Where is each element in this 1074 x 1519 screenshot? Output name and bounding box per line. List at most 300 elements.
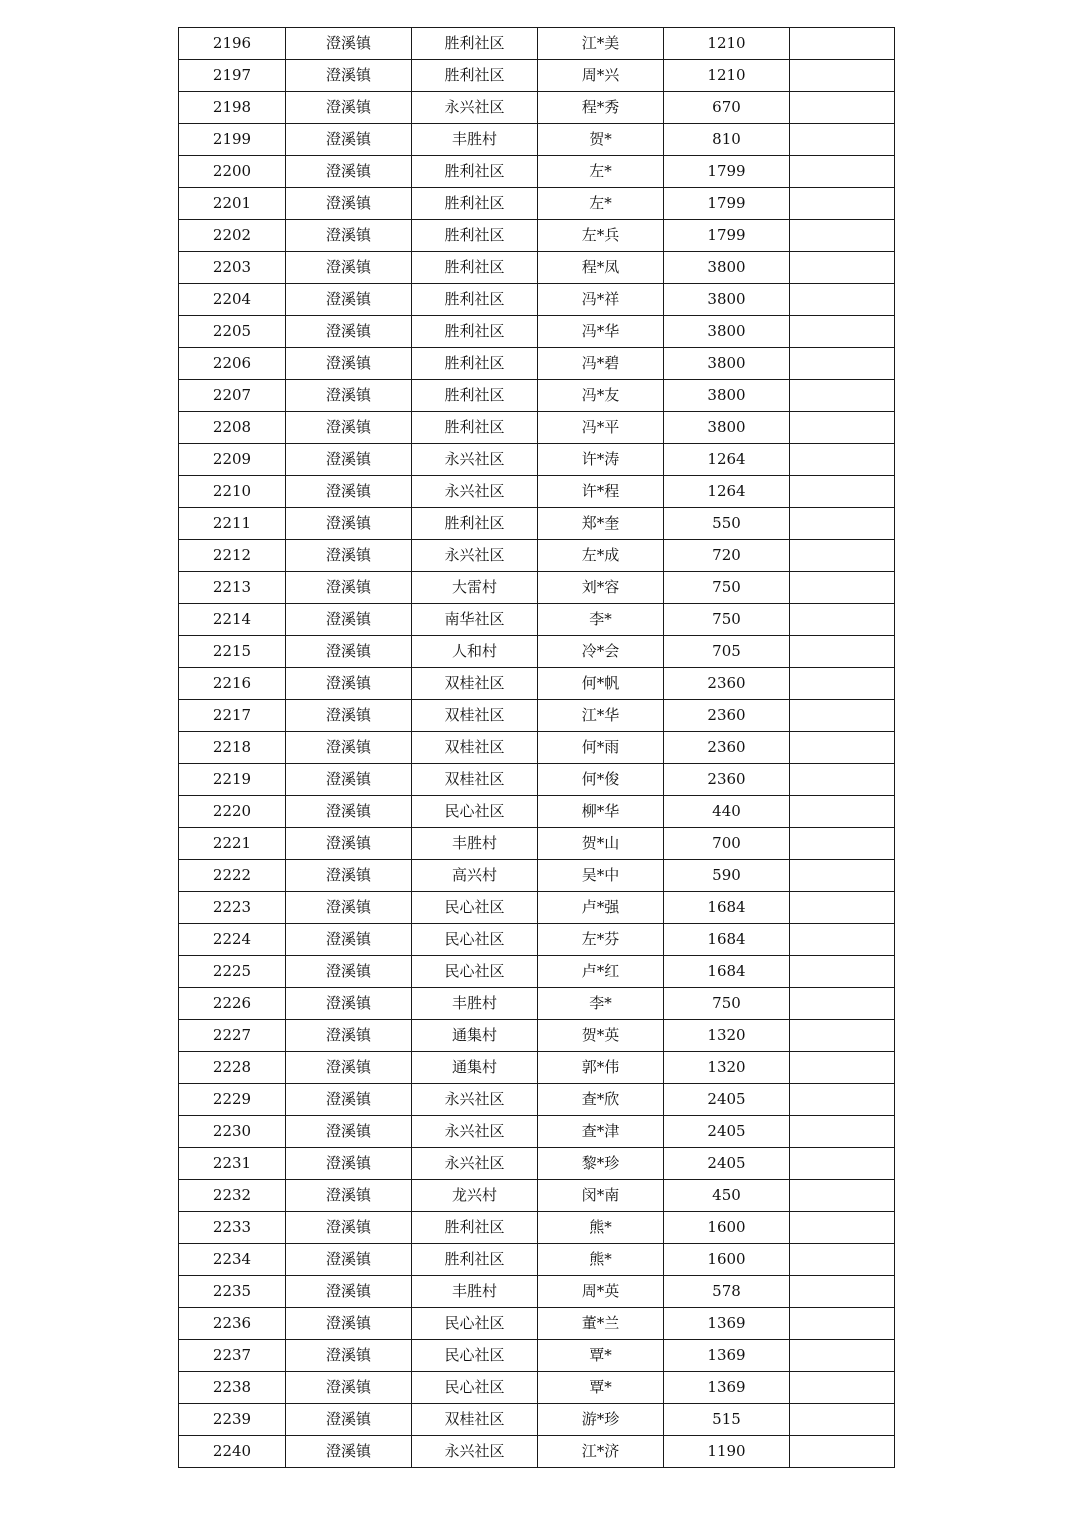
table-row [179, 28, 895, 60]
cell-village: 永兴社区 [412, 1084, 538, 1116]
cell-person-name: 卢*强 [538, 892, 664, 924]
table-row [179, 1084, 895, 1116]
cell-village: 丰胜村 [412, 828, 538, 860]
cell-serial-number: 2216 [179, 668, 286, 700]
cell-serial-number: 2227 [179, 1020, 286, 1052]
table-row [179, 252, 895, 284]
cell-serial-number: 2201 [179, 188, 286, 220]
cell-town: 澄溪镇 [286, 1148, 412, 1180]
cell-village: 胜利社区 [412, 1244, 538, 1276]
cell-note [790, 540, 895, 572]
cell-amount: 750 [664, 572, 790, 604]
cell-amount: 1264 [664, 476, 790, 508]
cell-town: 澄溪镇 [286, 124, 412, 156]
cell-person-name: 熊* [538, 1244, 664, 1276]
cell-amount: 1600 [664, 1212, 790, 1244]
cell-note [790, 1180, 895, 1212]
table-row [179, 1020, 895, 1052]
cell-amount: 1369 [664, 1308, 790, 1340]
cell-serial-number: 2208 [179, 412, 286, 444]
cell-town: 澄溪镇 [286, 508, 412, 540]
cell-note [790, 1308, 895, 1340]
table-body [179, 28, 895, 1468]
cell-person-name: 熊* [538, 1212, 664, 1244]
cell-amount: 810 [664, 124, 790, 156]
cell-town: 澄溪镇 [286, 604, 412, 636]
cell-note [790, 1276, 895, 1308]
cell-note [790, 924, 895, 956]
cell-note [790, 796, 895, 828]
cell-amount: 590 [664, 860, 790, 892]
cell-amount: 1684 [664, 892, 790, 924]
cell-amount: 2360 [664, 732, 790, 764]
cell-person-name: 游*珍 [538, 1404, 664, 1436]
cell-amount: 1684 [664, 924, 790, 956]
cell-person-name: 冯*祥 [538, 284, 664, 316]
cell-village: 双桂社区 [412, 1404, 538, 1436]
table-row [179, 188, 895, 220]
cell-person-name: 闵*南 [538, 1180, 664, 1212]
table-row [179, 892, 895, 924]
cell-town: 澄溪镇 [286, 1052, 412, 1084]
cell-village: 胜利社区 [412, 60, 538, 92]
cell-village: 大雷村 [412, 572, 538, 604]
table-row [179, 828, 895, 860]
cell-note [790, 1340, 895, 1372]
cell-town: 澄溪镇 [286, 764, 412, 796]
cell-town: 澄溪镇 [286, 188, 412, 220]
cell-note [790, 764, 895, 796]
cell-serial-number: 2234 [179, 1244, 286, 1276]
cell-note [790, 1116, 895, 1148]
cell-town: 澄溪镇 [286, 860, 412, 892]
cell-amount: 1369 [664, 1340, 790, 1372]
cell-amount: 2405 [664, 1084, 790, 1116]
cell-note [790, 348, 895, 380]
cell-person-name: 左*成 [538, 540, 664, 572]
cell-note [790, 1020, 895, 1052]
cell-amount: 1320 [664, 1020, 790, 1052]
cell-serial-number: 2202 [179, 220, 286, 252]
cell-serial-number: 2206 [179, 348, 286, 380]
cell-amount: 515 [664, 1404, 790, 1436]
cell-person-name: 左* [538, 156, 664, 188]
cell-note [790, 668, 895, 700]
cell-town: 澄溪镇 [286, 572, 412, 604]
cell-person-name: 董*兰 [538, 1308, 664, 1340]
cell-person-name: 覃* [538, 1340, 664, 1372]
cell-serial-number: 2219 [179, 764, 286, 796]
cell-amount: 1210 [664, 28, 790, 60]
cell-serial-number: 2220 [179, 796, 286, 828]
cell-serial-number: 2230 [179, 1116, 286, 1148]
cell-note [790, 1212, 895, 1244]
cell-person-name: 周*英 [538, 1276, 664, 1308]
cell-person-name: 柳*华 [538, 796, 664, 828]
cell-serial-number: 2200 [179, 156, 286, 188]
table-row [179, 732, 895, 764]
cell-village: 民心社区 [412, 924, 538, 956]
cell-village: 永兴社区 [412, 476, 538, 508]
cell-serial-number: 2236 [179, 1308, 286, 1340]
table-row [179, 60, 895, 92]
cell-village: 胜利社区 [412, 252, 538, 284]
cell-town: 澄溪镇 [286, 956, 412, 988]
table-row [179, 444, 895, 476]
cell-amount: 2405 [664, 1116, 790, 1148]
cell-note [790, 1436, 895, 1468]
cell-person-name: 贺* [538, 124, 664, 156]
table-row [179, 156, 895, 188]
cell-serial-number: 2240 [179, 1436, 286, 1468]
table-row [179, 988, 895, 1020]
cell-note [790, 700, 895, 732]
cell-town: 澄溪镇 [286, 444, 412, 476]
cell-note [790, 572, 895, 604]
cell-village: 人和村 [412, 636, 538, 668]
table-row [179, 1116, 895, 1148]
cell-village: 丰胜村 [412, 1276, 538, 1308]
cell-note [790, 284, 895, 316]
cell-town: 澄溪镇 [286, 1020, 412, 1052]
cell-note [790, 828, 895, 860]
cell-amount: 1210 [664, 60, 790, 92]
cell-town: 澄溪镇 [286, 636, 412, 668]
cell-serial-number: 2212 [179, 540, 286, 572]
cell-serial-number: 2238 [179, 1372, 286, 1404]
cell-village: 双桂社区 [412, 668, 538, 700]
cell-note [790, 732, 895, 764]
cell-village: 民心社区 [412, 956, 538, 988]
cell-person-name: 许*涛 [538, 444, 664, 476]
cell-village: 胜利社区 [412, 380, 538, 412]
cell-town: 澄溪镇 [286, 92, 412, 124]
cell-note [790, 316, 895, 348]
cell-note [790, 1084, 895, 1116]
cell-town: 澄溪镇 [286, 1084, 412, 1116]
cell-village: 永兴社区 [412, 444, 538, 476]
cell-person-name: 贺*英 [538, 1020, 664, 1052]
cell-person-name: 冯*平 [538, 412, 664, 444]
cell-village: 胜利社区 [412, 156, 538, 188]
cell-town: 澄溪镇 [286, 348, 412, 380]
table-row [179, 540, 895, 572]
cell-serial-number: 2199 [179, 124, 286, 156]
cell-serial-number: 2210 [179, 476, 286, 508]
cell-town: 澄溪镇 [286, 1436, 412, 1468]
table-row [179, 1404, 895, 1436]
cell-amount: 720 [664, 540, 790, 572]
table-row [179, 380, 895, 412]
cell-village: 胜利社区 [412, 220, 538, 252]
cell-town: 澄溪镇 [286, 1372, 412, 1404]
cell-note [790, 92, 895, 124]
cell-person-name: 贺*山 [538, 828, 664, 860]
cell-person-name: 左* [538, 188, 664, 220]
table-row [179, 636, 895, 668]
cell-village: 双桂社区 [412, 732, 538, 764]
cell-serial-number: 2203 [179, 252, 286, 284]
cell-amount: 2405 [664, 1148, 790, 1180]
cell-village: 民心社区 [412, 796, 538, 828]
table-row [179, 1212, 895, 1244]
subsidy-table [178, 27, 895, 1468]
table-row [179, 1308, 895, 1340]
cell-town: 澄溪镇 [286, 700, 412, 732]
cell-town: 澄溪镇 [286, 892, 412, 924]
cell-town: 澄溪镇 [286, 1276, 412, 1308]
cell-village: 永兴社区 [412, 92, 538, 124]
cell-village: 通集村 [412, 1052, 538, 1084]
cell-serial-number: 2231 [179, 1148, 286, 1180]
cell-town: 澄溪镇 [286, 1340, 412, 1372]
table-row [179, 924, 895, 956]
cell-note [790, 636, 895, 668]
cell-serial-number: 2196 [179, 28, 286, 60]
cell-serial-number: 2239 [179, 1404, 286, 1436]
cell-amount: 1600 [664, 1244, 790, 1276]
cell-village: 双桂社区 [412, 764, 538, 796]
table-row [179, 1052, 895, 1084]
cell-village: 龙兴村 [412, 1180, 538, 1212]
table-row [179, 1436, 895, 1468]
cell-note [790, 60, 895, 92]
cell-person-name: 程*凤 [538, 252, 664, 284]
cell-amount: 578 [664, 1276, 790, 1308]
cell-village: 双桂社区 [412, 700, 538, 732]
cell-serial-number: 2207 [179, 380, 286, 412]
cell-note [790, 156, 895, 188]
cell-amount: 750 [664, 988, 790, 1020]
cell-town: 澄溪镇 [286, 796, 412, 828]
cell-town: 澄溪镇 [286, 60, 412, 92]
cell-amount: 1264 [664, 444, 790, 476]
cell-note [790, 220, 895, 252]
cell-person-name: 左*兵 [538, 220, 664, 252]
cell-amount: 440 [664, 796, 790, 828]
cell-amount: 1684 [664, 956, 790, 988]
cell-village: 丰胜村 [412, 988, 538, 1020]
cell-note [790, 604, 895, 636]
cell-amount: 2360 [664, 700, 790, 732]
cell-amount: 2360 [664, 668, 790, 700]
cell-town: 澄溪镇 [286, 380, 412, 412]
cell-village: 通集村 [412, 1020, 538, 1052]
cell-note [790, 956, 895, 988]
cell-town: 澄溪镇 [286, 732, 412, 764]
table-row [179, 124, 895, 156]
table-row [179, 316, 895, 348]
cell-note [790, 380, 895, 412]
cell-serial-number: 2198 [179, 92, 286, 124]
cell-village: 永兴社区 [412, 1436, 538, 1468]
cell-note [790, 860, 895, 892]
cell-serial-number: 2213 [179, 572, 286, 604]
cell-note [790, 188, 895, 220]
table-row [179, 700, 895, 732]
cell-note [790, 252, 895, 284]
cell-person-name: 何*雨 [538, 732, 664, 764]
cell-serial-number: 2215 [179, 636, 286, 668]
cell-amount: 450 [664, 1180, 790, 1212]
cell-amount: 1320 [664, 1052, 790, 1084]
cell-serial-number: 2197 [179, 60, 286, 92]
cell-village: 永兴社区 [412, 1148, 538, 1180]
cell-serial-number: 2228 [179, 1052, 286, 1084]
cell-town: 澄溪镇 [286, 156, 412, 188]
cell-village: 南华社区 [412, 604, 538, 636]
table-row [179, 796, 895, 828]
table-row [179, 284, 895, 316]
cell-serial-number: 2205 [179, 316, 286, 348]
cell-serial-number: 2226 [179, 988, 286, 1020]
cell-serial-number: 2217 [179, 700, 286, 732]
cell-person-name: 江*美 [538, 28, 664, 60]
cell-person-name: 李* [538, 988, 664, 1020]
cell-person-name: 卢*红 [538, 956, 664, 988]
cell-amount: 3800 [664, 284, 790, 316]
table-row [179, 572, 895, 604]
cell-village: 民心社区 [412, 1308, 538, 1340]
cell-town: 澄溪镇 [286, 476, 412, 508]
cell-serial-number: 2225 [179, 956, 286, 988]
cell-amount: 2360 [664, 764, 790, 796]
cell-person-name: 吴*中 [538, 860, 664, 892]
table-row [179, 220, 895, 252]
cell-village: 永兴社区 [412, 1116, 538, 1148]
cell-amount: 1190 [664, 1436, 790, 1468]
table-row [179, 348, 895, 380]
table-row [179, 1372, 895, 1404]
cell-amount: 750 [664, 604, 790, 636]
cell-village: 胜利社区 [412, 348, 538, 380]
cell-person-name: 程*秀 [538, 92, 664, 124]
cell-serial-number: 2235 [179, 1276, 286, 1308]
cell-town: 澄溪镇 [286, 220, 412, 252]
cell-amount: 1799 [664, 188, 790, 220]
cell-serial-number: 2232 [179, 1180, 286, 1212]
cell-serial-number: 2221 [179, 828, 286, 860]
cell-serial-number: 2222 [179, 860, 286, 892]
cell-amount: 3800 [664, 252, 790, 284]
cell-serial-number: 2223 [179, 892, 286, 924]
cell-town: 澄溪镇 [286, 28, 412, 60]
cell-person-name: 李* [538, 604, 664, 636]
cell-village: 胜利社区 [412, 316, 538, 348]
cell-village: 丰胜村 [412, 124, 538, 156]
cell-town: 澄溪镇 [286, 668, 412, 700]
table-row [179, 1340, 895, 1372]
cell-town: 澄溪镇 [286, 252, 412, 284]
table-row [179, 476, 895, 508]
cell-village: 民心社区 [412, 1372, 538, 1404]
cell-amount: 3800 [664, 380, 790, 412]
cell-village: 高兴村 [412, 860, 538, 892]
cell-person-name: 左*芬 [538, 924, 664, 956]
cell-note [790, 412, 895, 444]
cell-amount: 700 [664, 828, 790, 860]
cell-town: 澄溪镇 [286, 540, 412, 572]
cell-note [790, 1404, 895, 1436]
cell-serial-number: 2237 [179, 1340, 286, 1372]
table-row [179, 956, 895, 988]
cell-note [790, 892, 895, 924]
cell-amount: 1369 [664, 1372, 790, 1404]
cell-person-name: 何*俊 [538, 764, 664, 796]
cell-village: 胜利社区 [412, 508, 538, 540]
cell-amount: 3800 [664, 412, 790, 444]
cell-serial-number: 2233 [179, 1212, 286, 1244]
cell-town: 澄溪镇 [286, 316, 412, 348]
cell-amount: 670 [664, 92, 790, 124]
cell-amount: 705 [664, 636, 790, 668]
cell-person-name: 覃* [538, 1372, 664, 1404]
cell-village: 胜利社区 [412, 188, 538, 220]
cell-note [790, 28, 895, 60]
cell-person-name: 许*程 [538, 476, 664, 508]
cell-town: 澄溪镇 [286, 284, 412, 316]
cell-amount: 3800 [664, 348, 790, 380]
cell-amount: 550 [664, 508, 790, 540]
table-row [179, 92, 895, 124]
cell-town: 澄溪镇 [286, 1404, 412, 1436]
cell-note [790, 444, 895, 476]
cell-serial-number: 2218 [179, 732, 286, 764]
cell-serial-number: 2209 [179, 444, 286, 476]
cell-village: 永兴社区 [412, 540, 538, 572]
cell-person-name: 冷*会 [538, 636, 664, 668]
cell-amount: 3800 [664, 316, 790, 348]
cell-village: 胜利社区 [412, 412, 538, 444]
cell-town: 澄溪镇 [286, 1244, 412, 1276]
cell-village: 胜利社区 [412, 284, 538, 316]
cell-note [790, 476, 895, 508]
cell-note [790, 1052, 895, 1084]
cell-person-name: 郑*奎 [538, 508, 664, 540]
cell-person-name: 刘*容 [538, 572, 664, 604]
cell-town: 澄溪镇 [286, 924, 412, 956]
cell-person-name: 查*津 [538, 1116, 664, 1148]
cell-village: 民心社区 [412, 1340, 538, 1372]
cell-amount: 1799 [664, 156, 790, 188]
cell-village: 胜利社区 [412, 1212, 538, 1244]
cell-person-name: 黎*珍 [538, 1148, 664, 1180]
cell-note [790, 508, 895, 540]
table-row [179, 1180, 895, 1212]
cell-town: 澄溪镇 [286, 1180, 412, 1212]
cell-village: 民心社区 [412, 892, 538, 924]
cell-town: 澄溪镇 [286, 828, 412, 860]
cell-village: 胜利社区 [412, 28, 538, 60]
cell-town: 澄溪镇 [286, 1212, 412, 1244]
cell-person-name: 郭*伟 [538, 1052, 664, 1084]
cell-person-name: 何*帆 [538, 668, 664, 700]
cell-serial-number: 2229 [179, 1084, 286, 1116]
cell-note [790, 1244, 895, 1276]
cell-town: 澄溪镇 [286, 988, 412, 1020]
cell-serial-number: 2211 [179, 508, 286, 540]
table-row [179, 1148, 895, 1180]
cell-person-name: 冯*碧 [538, 348, 664, 380]
cell-town: 澄溪镇 [286, 1308, 412, 1340]
cell-person-name: 周*兴 [538, 60, 664, 92]
cell-amount: 1799 [664, 220, 790, 252]
table-row [179, 508, 895, 540]
cell-person-name: 冯*华 [538, 316, 664, 348]
table-row [179, 1244, 895, 1276]
cell-note [790, 1372, 895, 1404]
cell-person-name: 查*欣 [538, 1084, 664, 1116]
